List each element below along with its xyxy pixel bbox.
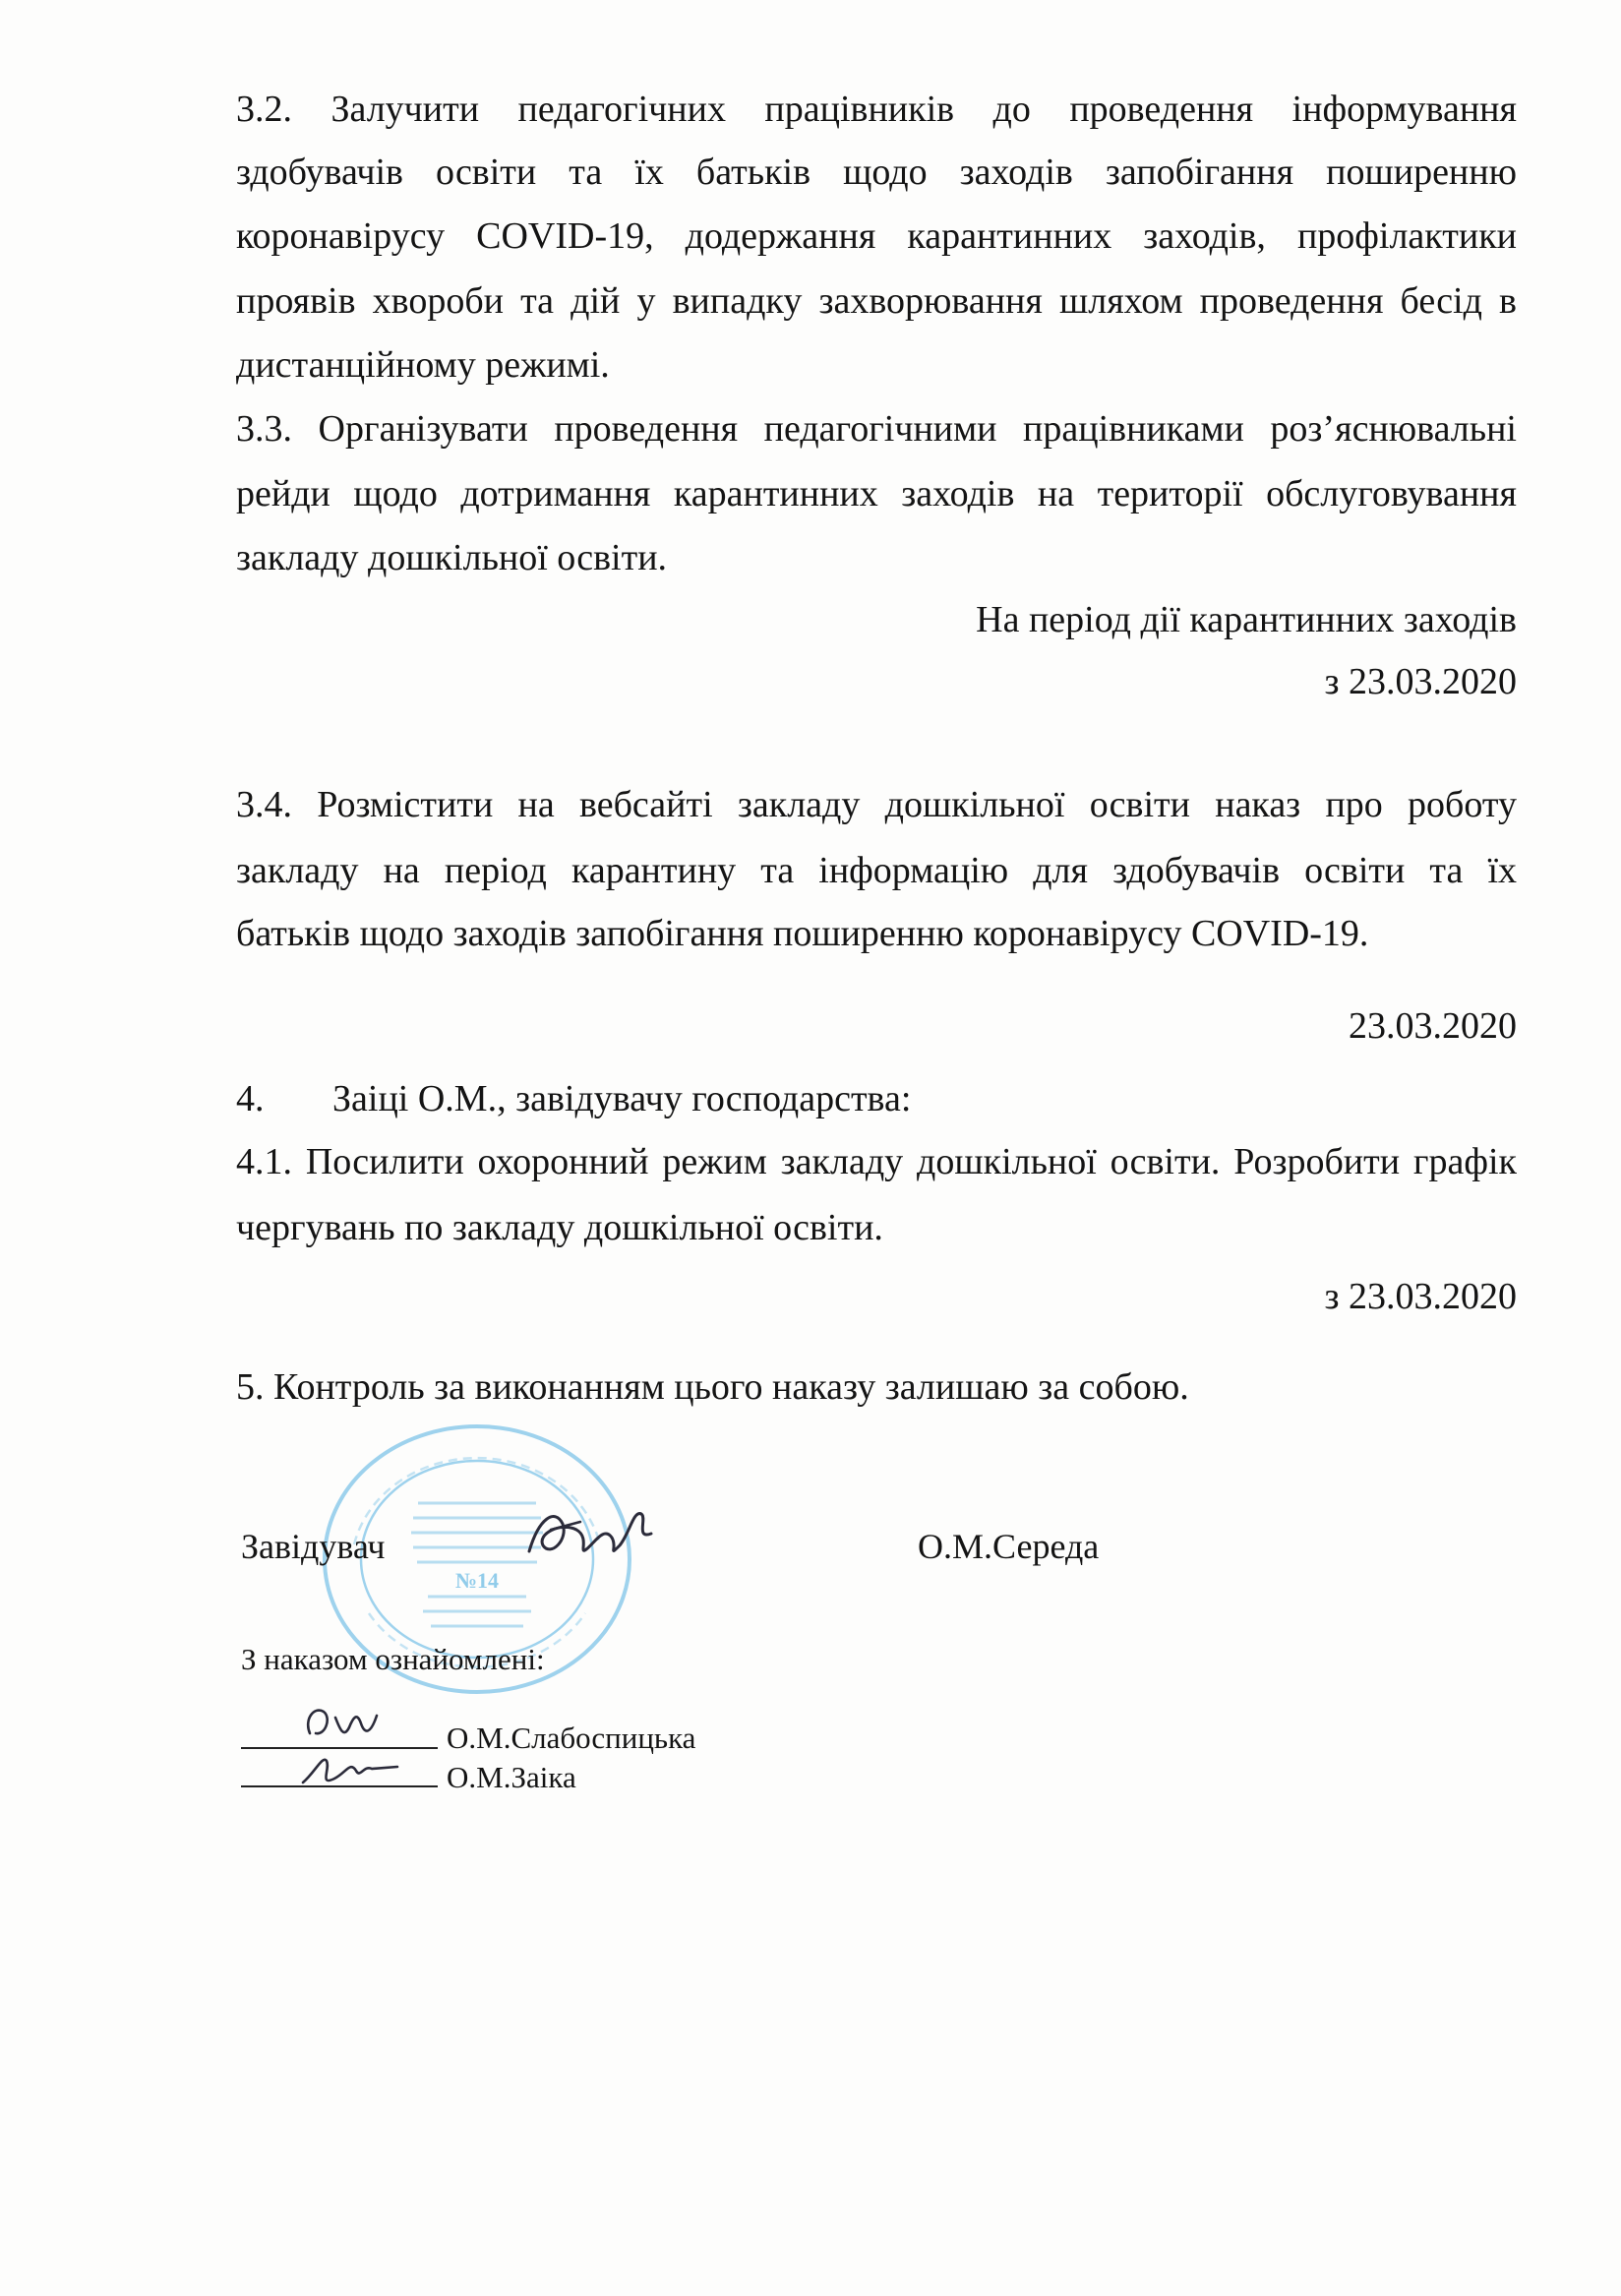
- paragraph-line: проявів хвороби та дій у випадку захворювання шляхом проведення бесід в: [236, 280, 1517, 322]
- paragraph-line: закладу дошкільної освіти.: [236, 537, 668, 578]
- item-4-1-line: 4.1. Посилити охоронний режим закладу дошкільної освіти. Розробити графік: [236, 1141, 1517, 1182]
- item-4-1-line: чергувань по закладу дошкільної освіти.: [236, 1207, 883, 1248]
- signature-name: О.М.Середа: [918, 1527, 1100, 1566]
- paragraph-line: батьків щодо заходів запобігання поширенню коронавірусу COVID-19.: [236, 913, 1369, 954]
- paragraph-line: здобувачів освіти та їх батьків щодо заходів запобігання поширенню: [236, 151, 1517, 193]
- item-5-text: 5. Контроль за виконанням цього наказу залишаю за собою.: [236, 1366, 1189, 1408]
- paragraph-line: закладу на період карантину та інформацію для здобувачів освіти та їх: [236, 850, 1517, 891]
- acknowledgement-signature-1: [300, 1694, 389, 1749]
- paragraph-line: 3.3. Організувати проведення педагогічними працівниками роз’яснювальні: [236, 408, 1517, 450]
- item-3-4-term-date: 23.03.2020: [1349, 1005, 1517, 1047]
- item-3-3-term-date: з 23.03.2020: [1324, 661, 1517, 702]
- stamp-number: №14: [454, 1568, 500, 1593]
- item-4-heading: Заіці О.М., завідувачу господарства:: [332, 1078, 912, 1119]
- acknowledgement-name-2: О.М.Заіка: [447, 1760, 576, 1794]
- paragraph-line: рейди щодо дотримання карантинних заходів на території обслуговування: [236, 473, 1517, 514]
- item-4-number: 4.: [236, 1078, 265, 1119]
- acknowledgement-heading: З наказом ознайомлені:: [241, 1642, 545, 1676]
- acknowledgement-name-1: О.М.Слабоспицька: [447, 1721, 696, 1755]
- signature-position: Завідувач: [241, 1527, 386, 1566]
- paragraph-line: 3.4. Розмістити на вебсайті закладу дошкільної освіти наказ про роботу: [236, 784, 1517, 825]
- director-signature: [521, 1500, 659, 1569]
- paragraph-line: 3.2. Залучити педагогічних працівників до проведення інформування: [236, 89, 1517, 130]
- item-4-term-date: з 23.03.2020: [1324, 1276, 1517, 1317]
- paragraph-line: дистанційному режимі.: [236, 344, 610, 386]
- acknowledgement-signature-2: [295, 1743, 403, 1794]
- item-3-3-term-period: На період дії карантинних заходів: [976, 599, 1517, 640]
- paragraph-line: коронавірусу COVID-19, додержання карантинних заходів, профілактики: [236, 215, 1517, 257]
